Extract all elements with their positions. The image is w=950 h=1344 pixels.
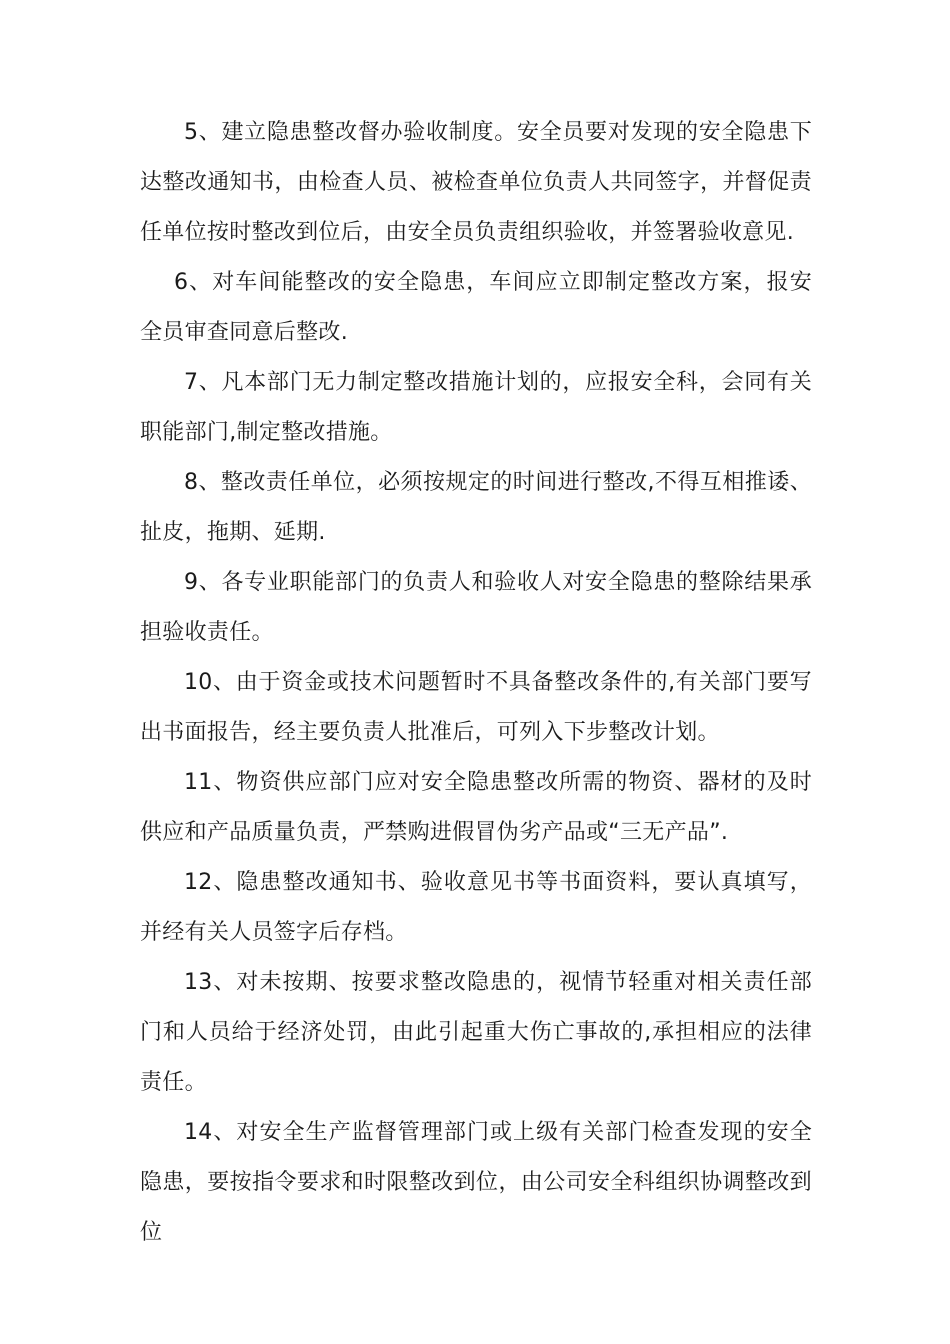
paragraph-10: 10、由于资金或技术问题暂时不具备整改条件的,有关部门要写出书面报告，经主要负责人批准后，可列入下步整改计划。 (140, 670, 812, 745)
document-body (140, 108, 812, 1258)
paragraph-5: 5、建立隐患整改督办验收制度。安全员要对发现的安全隐患下达整改通知书，由检查人员、被检查单位负责人共同签字，并督促责任单位按时整改到位后，由安全员负责组织验收，并签署验收意见. (140, 120, 812, 245)
paragraph-7: 7、凡本部门无力制定整改措施计划的，应报安全科，会同有关职能部门,制定整改措施。 (140, 370, 812, 445)
paragraph-9: 9、各专业职能部门的负责人和验收人对安全隐患的整除结果承担验收责任。 (140, 570, 812, 645)
paragraph-8: 8、整改责任单位，必须按规定的时间进行整改,不得互相推诿、扯皮，拖期、延期. (140, 470, 812, 545)
paragraph-14: 14、对安全生产监督管理部门或上级有关部门检查发现的安全隐患，要按指令要求和时限整改到位，由公司安全科组织协调整改到位 (140, 1120, 812, 1245)
paragraph-12: 12、隐患整改通知书、验收意见书等书面资料，要认真填写，并经有关人员签字后存档。 (140, 870, 812, 945)
paragraph-11: 11、物资供应部门应对安全隐患整改所需的物资、器材的及时供应和产品质量负责，严禁购进假冒伪劣产品或“三无产品”. (140, 770, 812, 845)
paragraph-6: 6、对车间能整改的安全隐患，车间应立即制定整改方案，报安全员审查同意后整改. (140, 270, 812, 345)
paragraph-13: 13、对未按期、按要求整改隐患的，视情节轻重对相关责任部门和人员给于经济处罚，由此引起重大伤亡事故的,承担相应的法律责任。 (140, 970, 812, 1095)
